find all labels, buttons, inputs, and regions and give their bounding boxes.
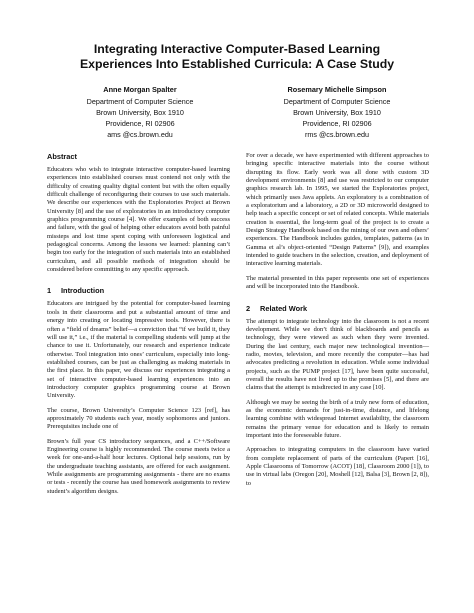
author-city: Providence, RI 02906 xyxy=(302,119,372,128)
intro-paragraph-1: Educators are intrigued by the potential for computer-based learning tools in their classrooms and put a substantial amount of time and energy into creating or locating impressive tools. However, there is often a “field of dreams” belief—a conviction that “if we build it, they will use it,” i.e., if the material is compelling students will jump at the chance to use it. Unfortunately, our research and experience indicate otherwise. Tool integration into ones’ curriculum, especially into long-established courses, can be just as challenging as making materials in the first place. In this paper, we discuss our experiences integrating a set of interactive computer-based learning experiences into an introductory computer graphics programming course at Brown University. xyxy=(47,300,230,400)
section-number: 1 xyxy=(47,286,52,296)
author-name: Rosemary Michelle Simpson xyxy=(287,85,387,94)
abstract-heading: Abstract xyxy=(47,152,77,161)
section-heading-introduction xyxy=(47,286,230,295)
author-department: Department of Computer Science xyxy=(283,97,391,106)
title-line-2: Experiences Into Established Curricula: A Case Study xyxy=(79,57,395,71)
body-paragraph-1: For over a decade, we have experimented with different approaches to bringing specific interactive materials into the course without disrupting its flow. Early work was all done with custom 3D development environments [8] and use was restricted to our computer graphics research lab. In 1995, we started the Exploratories project, which primarily uses Java applets. An exploratory is a combination of a exploratorium and a laboratory, a 2D or 3D microworld designed to help teach a specific concept or set of related concepts. While materials creation is essential, the long-term goal of the project is to create a Design Strategy Handbook based on the mining of our own and others’ experiences. The Handbook includes guides, templates, patterns (as in Gamma et al’s object-oriented “Design Patterns” [9]), and examples intended to guide teachers in the selection, creation, and deployment of interactive learning materials. xyxy=(246,152,429,268)
author-block-1 xyxy=(45,84,235,140)
author-university: Brown University, Box 1910 xyxy=(293,108,381,117)
section-number: 2 xyxy=(246,303,251,313)
section-title: Related Work xyxy=(260,303,308,313)
title-line-1: Integrating Interactive Computer-Based Learning xyxy=(93,42,381,56)
section-title: Introduction xyxy=(61,286,105,296)
related-paragraph-1: The attempt to integrate technology into the classroom is not a recent development. While we don’t think of blackboards and pencils as technology, they were viewed as such when they were invented. During the last century, each major new technological invention—radio, movies, television, and more recently the computer—has had advocates predicting a revolution in education. While some individual projects, such as the PUMP project [17], have been quite successful, overall the results have not lived up to the promises [5], and there are claims that the attempt is misdirected in any case [10]. xyxy=(246,317,429,392)
paper-title xyxy=(0,42,474,72)
left-column xyxy=(47,152,230,502)
author-department: Department of Computer Science xyxy=(86,97,194,106)
section-heading-related-work xyxy=(246,304,429,313)
author-city: Providence, RI 02906 xyxy=(105,119,175,128)
intro-paragraph-3: Brown’s full year CS introductory sequences, and a C++/Software Engineering course is highly recommended. The course meets twice a week for one-and-a-half hour lectures. Optional help sessions, run by the undergraduate teaching assistants, are offered for each assignment. While assignments are programming assignments - there are no exams or tests - recently the course has used homework assignments to review student’s algorithm designs. xyxy=(47,437,230,495)
intro-paragraph-2: The course, Brown University’s Computer Science 123 [ref], has approximately 70 students each year, mostly sophomores and juniors. Prerequisites include one of xyxy=(47,406,230,431)
author-university: Brown University, Box 1910 xyxy=(96,108,184,117)
related-paragraph-3: Approaches to integrating computers in the classroom have varied from complete replacement of parts of the curriculum (Papert [16], Apple Classrooms of Tomorrow (ACOT) [18], Classroom 2000 [1]), to use in virtual labs (Oregon [20], Moshell [12], Balsa [3], Brown [2, 8]), to xyxy=(246,446,429,487)
author-name: Anne Morgan Spalter xyxy=(103,85,177,94)
author-email[interactable]: ams @cs.brown.edu xyxy=(107,130,173,139)
author-email[interactable]: rms @cs.brown.edu xyxy=(304,130,370,139)
related-paragraph-2: Although we may be seeing the birth of a truly new form of education, as the economic demands for just-in-time, distance, and lifelong learning combine with widespread Internet availability, the classroom remains the primary venue for education and is likely to remain important into the foreseeable future. xyxy=(246,398,429,439)
right-column xyxy=(246,152,429,494)
body-paragraph-2: The material presented in this paper represents one set of experiences and will be incorporated into the Handbook. xyxy=(246,274,429,291)
abstract-paragraph: Educators who wish to integrate interactive computer-based learning experiences into established courses must contend not only with the difficulty of creating quality digital content but with the often equally difficult challenge of reconfiguring their courses to use such materials. We describe our experiences with the Exploratories Project at Brown University [8] and the use of exploratories in an introductory computer graphics programming course [4]. We offer examples of both success and failure, with the goal of helping other educators avoid both painful missteps and lost time spent coping with unforeseen logistical and pedagogical concerns. Among the lessons we learned: planning can’t begin too early for the integration of such materials into an established curriculum, and all possible methods of integration should be considered before committing to any specific approach. xyxy=(47,166,230,274)
author-block-2 xyxy=(242,84,432,140)
